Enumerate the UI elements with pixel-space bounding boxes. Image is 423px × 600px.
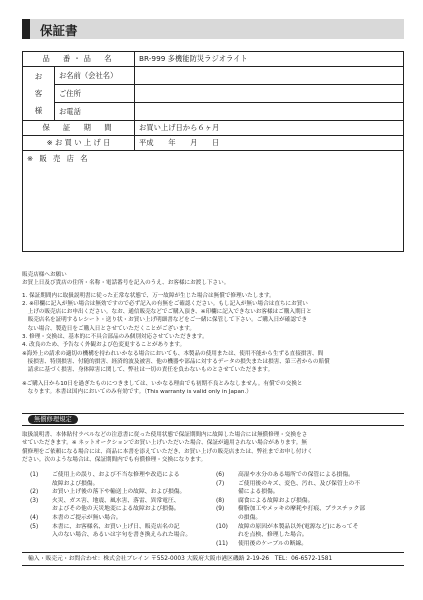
footer-contact: 輸入・販売元・お問合わせ：株式会社ブレイン 〒552-0003 大阪府大阪市港区磯路 2-19-26 TEL：06-6572-1581	[22, 552, 404, 566]
name-field[interactable]	[135, 67, 404, 85]
notice-extra: ※ご購入日から10日を過ぎたものにつきましては、いかなる理由でも初期不良とみなしません。有償での交換と	[22, 380, 303, 387]
address-field[interactable]	[135, 85, 404, 103]
notice-item: 2. ※印欄に記入が無い場合は無効ですので必ず記入の有無をご確認ください。もし記入が無い場合は直ちにお買い	[22, 300, 308, 307]
notice-item: ない場合、製造日をご購入日とさせていただくことがございます。	[22, 325, 195, 332]
warranty-form	[22, 51, 404, 252]
phone-label: お電話	[55, 103, 135, 121]
condition-item: (11) 使用後のケーブルの断線。	[216, 540, 308, 547]
condition-item: (2) お買い上げ後の落下や輸送上の故障、および損傷。	[30, 489, 186, 496]
notice-extra: なります。本書は国内においてのみ有効です。（This warranty is valid only in Japan.）	[22, 388, 252, 395]
notice-item: 接損害、特別損害、付随的損害、経済的波及被害、他の機器や部品に対するデータの損失または損害、第三者からの賠償	[22, 358, 330, 365]
product-label: 品 番・品 名	[23, 52, 135, 67]
condition-item: (4) 本書のご提示が無い場合。	[30, 514, 122, 521]
condition-item: (6) 高湿や水分のある場所での保管による損傷。	[216, 472, 354, 478]
notice-block	[22, 271, 404, 396]
notice-item: 販売店名を証明するレシート・送り状・お買い上げ明細書などをご一緒に保管して下さい。ご購入日が確認でき	[22, 317, 308, 324]
notice-item: 4. 改良のため、予告なく外観および色変更することがあります。	[22, 342, 186, 349]
shop-name-box[interactable]: ※ 販 売 店 名	[23, 151, 404, 252]
conditions-right	[216, 471, 404, 548]
address-label: ご住所	[55, 85, 135, 103]
condition-item: (9) 樹脂加工やメッキの摩耗や打痕、プラスチック部 の損傷。	[216, 506, 366, 521]
purchase-date-field[interactable]: 平成 年 月 日	[135, 136, 404, 151]
section-header	[22, 413, 404, 426]
condition-item: (7) ご使用後のキズ、変色、汚れ、及び保管上の不 備による損傷。	[216, 480, 361, 496]
customer-label: お 客 様	[23, 67, 55, 121]
phone-field[interactable]	[135, 103, 404, 121]
section-title: 無償修理規定	[28, 415, 78, 424]
section-line: 取扱説明書、本体貼付ラベルなどの注意書に従った使用状態で保証期間内に故障した場合には無償修理・交換をさ	[22, 432, 308, 438]
notice-line: 販売店様へお願い	[22, 272, 67, 278]
notice-item: 請求に基づく損害、身体障害に関して、弊社は一切の責任を負わないものとさせていただきます。	[22, 367, 274, 374]
notice-item: 3. 修理・交換は、基本的に不具合部品のみ個別対応させていただきます。	[22, 334, 208, 341]
product-value: BR-999 多機能防災ラジオライト	[135, 52, 404, 67]
condition-item: (8) 腐食による故障および損傷。	[216, 497, 314, 504]
section-text	[22, 431, 404, 464]
page-title: 保証書	[40, 23, 78, 38]
notice-line: お買上日及び貴店の住所・名称・電話番号を記入のうえ、お客様にお渡し下さい。	[22, 280, 230, 287]
notice-item: 1. 保証期間内に取扱説明書に従った正常な状態で、万一故障が生じた場合は無償で修理いたします。	[22, 292, 275, 299]
condition-item: (1) ご使用上の誤り、および不当な修理や改造による 故障および損傷。	[30, 472, 180, 487]
notice-item: 上げの販売店にお申出ください。なお、通信販売などでご購入頂き、※印欄に記入できないお客様はご購入期日と	[22, 309, 312, 316]
condition-item: (10) 故障の原因が本製品以外(電源など)にあってそ れを点検、修理した場合。	[216, 523, 359, 539]
purchase-date-label: ※ お 買 い 上 げ 日	[23, 136, 135, 151]
condition-item: (5) 本書に、お客様名、お買い上げ日、販売店名の記 入のない場合、あるいは字句を書き換えられた場合。	[30, 523, 192, 539]
condition-item: (3) 火災、ガス害、地震、風水害、落雷、異常電圧、 およびその他の天災地変による故障および損傷。	[30, 497, 180, 513]
conditions-left	[30, 471, 210, 540]
notice-item: ※海外上の請求の適切の機構を持われいかなる場合においても、本製品の使用または、使用不能から生ずる直接損害、間	[22, 350, 324, 357]
period-value: お買い上げ日から６ヶ月	[135, 121, 404, 136]
section-line: 償修理をご依頼になる場合には、商品に本書を添えていただき、お買い上げの販売店または、弊社までお申し付けく	[22, 448, 313, 455]
name-label: お名前（会社名）	[55, 67, 135, 85]
title-bar	[22, 19, 404, 39]
section-line: ださい。次のような場合は、保証期間内でも有償修理・交換になります。	[22, 456, 207, 463]
period-label: 保 証 期 間	[23, 121, 135, 136]
section-line: せていただきます。※ ネットオークションでお買い上げいただいた場合、保証が適用されない場合があります。無	[22, 440, 307, 447]
